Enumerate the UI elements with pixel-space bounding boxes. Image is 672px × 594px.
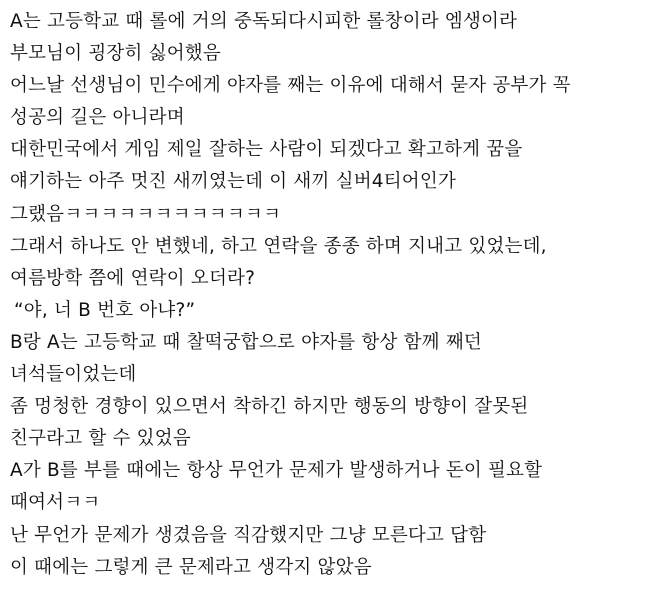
- text-line-4: 성공의 길은 아니라며: [10, 107, 185, 129]
- text-line-18: 이 때에는 그렇게 큰 문제라고 생각지 않았음: [10, 556, 372, 578]
- text-line-16: 때여서ㅋㅋ: [10, 492, 101, 514]
- text-line-13: 좀 멍청한 경향이 있으면서 착하긴 하지만 행동의 방향이 잘못된: [10, 396, 529, 418]
- text-line-12: 녀석들이었는데: [10, 364, 137, 386]
- text-line-10-quote: “야, 너 B 번호 아냐?”: [14, 299, 196, 321]
- text-line-6: 얘기하는 아주 멋진 새끼였는데 이 새끼 실버4티어인가: [10, 171, 457, 193]
- document-body: [10, 6, 666, 584]
- text-line-9: 여름방학 쯤에 연락이 오더라?: [10, 267, 256, 289]
- text-line-3: 어느날 선생님이 민수에게 야자를 째는 이유에 대해서 묻자 공부가 꼭: [10, 75, 571, 97]
- text-line-5: 대한민국에서 게임 제일 잘하는 사람이 되겠다고 확고하게 꿈을: [10, 139, 523, 161]
- text-line-7: 그랬음ㅋㅋㅋㅋㅋㅋㅋㅋㅋㅋㅋㅋ: [10, 203, 282, 225]
- text-line-8: 그래서 하나도 안 변했네, 하고 연락을 종종 하며 지내고 있었는데,: [10, 235, 547, 257]
- text-line-2: 부모님이 굉장히 싫어했음: [10, 43, 221, 65]
- text-line-15: A가 B를 부를 때에는 항상 무언가 문제가 발생하거나 돈이 필요할: [10, 460, 543, 482]
- text-line-14: 친구라고 할 수 있었음: [10, 428, 191, 450]
- text-line-1: A는 고등학교 때 롤에 거의 중독되다시피한 롤창이라 엠생이라: [10, 11, 518, 32]
- text-line-17: 난 무언가 문제가 생겼음을 직감했지만 그냥 모른다고 답함: [10, 524, 487, 546]
- text-line-11: B랑 A는 고등학교 때 찰떡궁합으로 야자를 항상 함께 째던: [10, 331, 482, 353]
